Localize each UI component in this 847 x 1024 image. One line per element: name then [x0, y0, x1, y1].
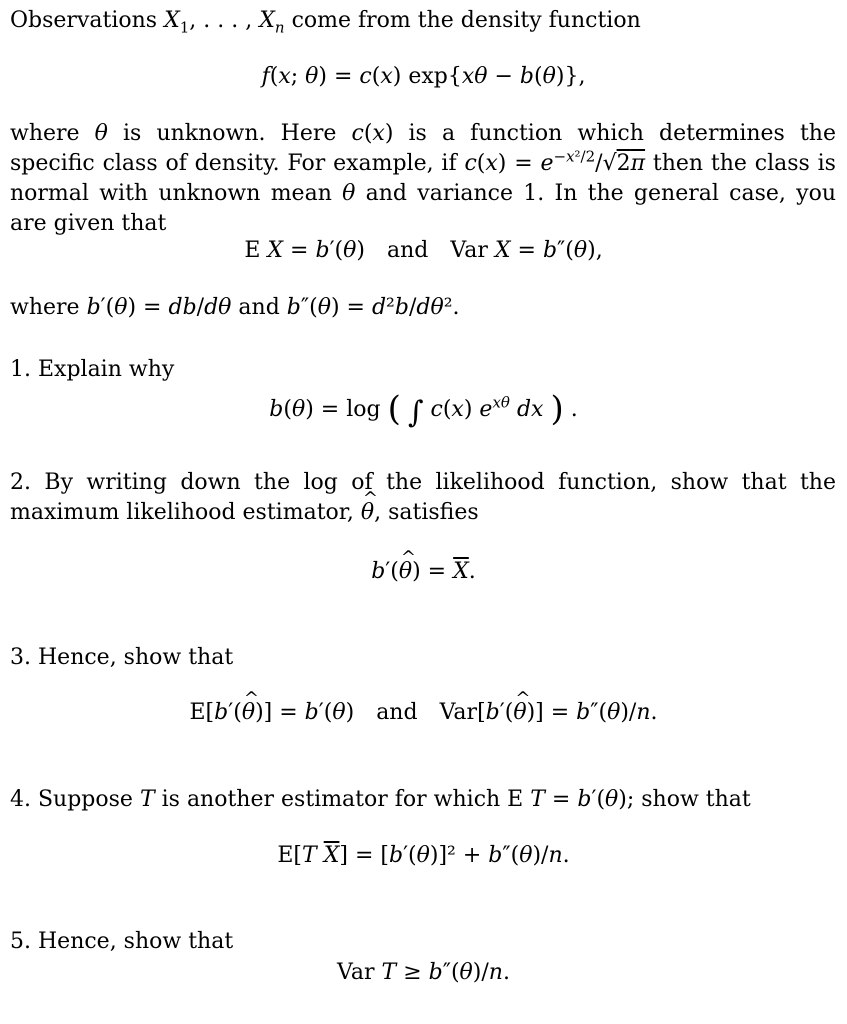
density-equation: f(x; θ) = c(x) exp{xθ − b(θ)},	[261, 64, 586, 89]
question-5-text: 5. Hence, show that	[10, 929, 234, 954]
question-4-text: 4. Suppose T is another estimator for which E T = b′(θ); show that	[10, 787, 751, 812]
question-2-equation: b′(^ $\theta) = \overline{X}$.	[0, 557, 847, 587]
question-4-equation: E[T $\overline{X}] = [b'(\theta)]^2 + b''(\theta)/n$.	[277, 843, 570, 868]
question-3-equation: E[b′(^ θ)] = b′(θ) and Var[b′(^ θ)] = b″(θ)/n.	[0, 698, 847, 728]
question-1-equation: b(θ) = log ( ∫ c(x) $e^{x\theta}$ dx ) .	[269, 389, 578, 430]
question-1-text: 1. Explain why	[10, 357, 175, 382]
derivatives-line: where b′(θ) = db/dθ and b″(θ) = d²b/dθ².	[10, 295, 460, 320]
paragraph-setup: where θ is unknown. Here c(x) is a function which determines the specific class of density. For example, if $c(x) = e^{-x^2/2}/√2\pi$ then the class is normal with unknown mean θ and variance 1. In the general case, you are given that	[10, 121, 836, 236]
question-2-text: 2. By writing down the log of the likelihood function, show that the maximum likelihood estimator, ^ θ, satisfies	[10, 468, 836, 528]
question-5-equation: Var T ≥ b″(θ)/n.	[337, 960, 510, 985]
question-3-text: 3. Hence, show that	[10, 645, 234, 670]
intro-line: Observations $X_1$, . . . , $X_n$ come from the density function	[10, 8, 641, 37]
moments-equation: E X = b′(θ) and Var X = b″(θ),	[244, 238, 603, 263]
